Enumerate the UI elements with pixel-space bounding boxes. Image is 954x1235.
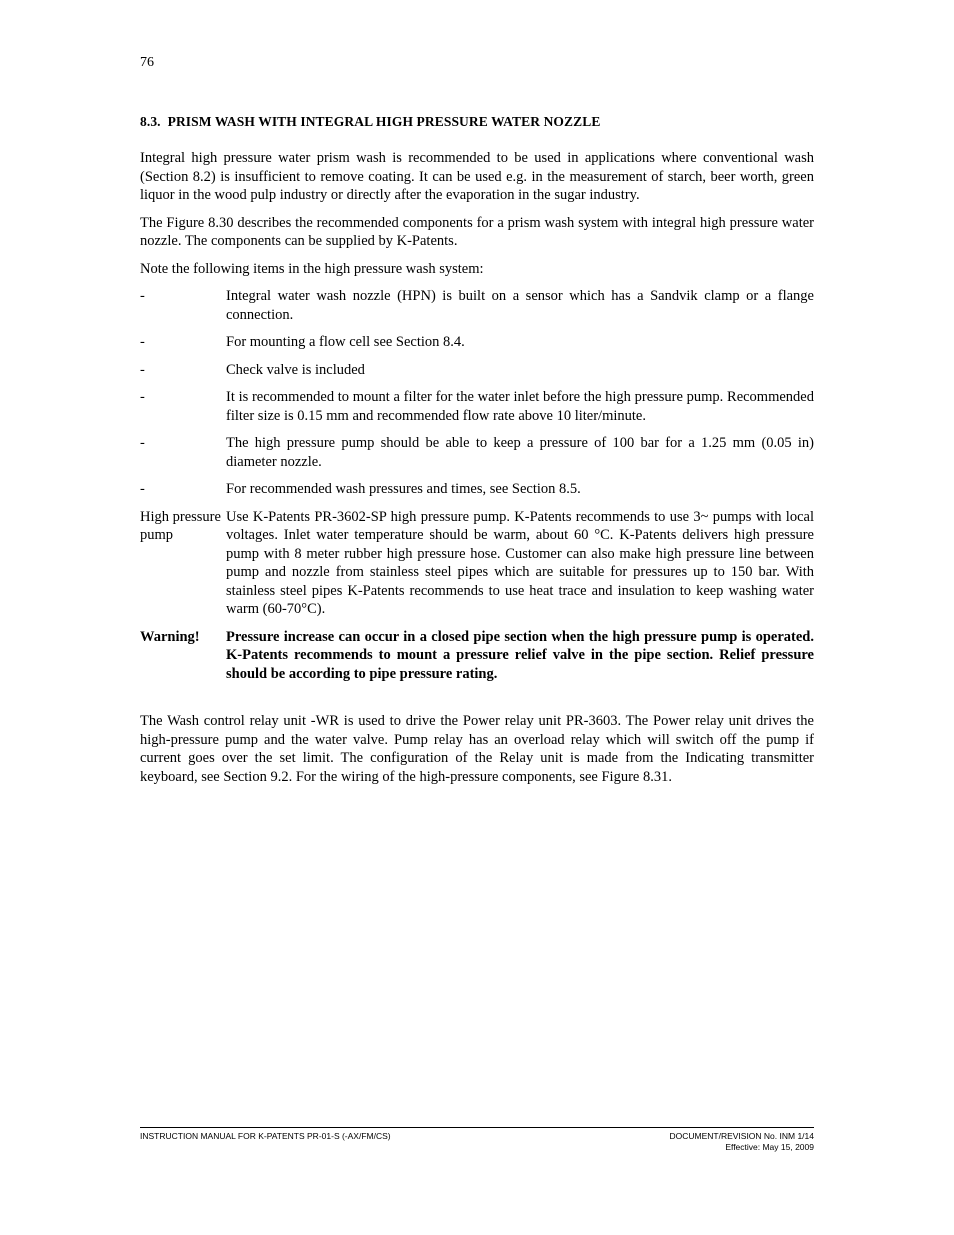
- list-item: [140, 333, 814, 352]
- list-item-bullet: -: [140, 288, 145, 304]
- footer-effective-date: Effective: May 15, 2009: [725, 1142, 814, 1152]
- footer-manual-title: INSTRUCTION MANUAL FOR K-PATENTS PR-01-S (-AX/FM/CS): [140, 1131, 391, 1141]
- list-item-text: For recommended wash pressures and times, see Section 8.5.: [226, 481, 581, 497]
- section-heading: 8.3. PRISM WASH WITH INTEGRAL HIGH PRESSURE WATER NOZZLE: [140, 114, 601, 129]
- list-item-bullet: -: [140, 334, 145, 350]
- warning-text: Pressure increase can occur in a closed pipe section when the high pressure pump is operated. K-Patents recommends to mount a pressure relief valve in the pipe section. Relief pressure should be according to pipe pressure rating.: [226, 628, 814, 682]
- list-item-bullet: -: [140, 481, 145, 497]
- high-pressure-pump-item: [140, 508, 814, 619]
- high-pressure-pump-label: High pressure pump: [140, 508, 221, 543]
- list-item-text: Check valve is included: [226, 361, 365, 378]
- warning-block: [140, 628, 814, 684]
- list-item: [140, 287, 814, 324]
- list-item: [140, 434, 814, 471]
- list-item-text: For mounting a flow cell see Section 8.4.: [226, 334, 465, 350]
- body-content: [140, 149, 814, 795]
- list-item: [140, 361, 814, 380]
- relay-paragraph: The Wash control relay unit -WR is used to drive the Power relay unit PR-3603. The Power relay unit drives the high-pressure pump and the water valve. Pump relay has an overload relay which will switch off the pump if current goes over the set limit. The configuration of the Relay unit is made from the Indicating transmitter keyboard, see Section 9.2. For the wiring of the high-pressure components, see Figure 8.31.: [140, 713, 814, 785]
- list-item-bullet: -: [140, 435, 145, 451]
- footer-document-info: [669, 1131, 814, 1153]
- list-item-text: Integral water wash nozzle (HPN) is built on a sensor which has a Sandvik clamp or a flange connection.: [226, 288, 814, 323]
- list-item-text: The high pressure pump should be able to keep a pressure of 100 bar for a 1.25 mm (0.05 in) diameter nozzle.: [226, 435, 814, 470]
- components-paragraph: The Figure 8.30 describes the recommended components for a prism wash system with integral high pressure water nozzle. The components can be supplied by K-Patents.: [140, 214, 814, 249]
- high-pressure-pump-text: Use K-Patents PR-3602-SP high pressure pump. K-Patents recommends to use 3~ pumps with local voltages. Inlet water temperature should be warm, about 60 °C. K-Patents delivers high pressure pump with 8 meter rubber high pressure hose. Customer can also make high pressure line between pump and nozzle from stainless steel pipes which are suitable for pressures up to 150 bar. With stainless steel pipes K-Patents recommends to use heat trace and insulation to keep washing water warm (60-70°C).: [226, 508, 814, 617]
- warning-label: Warning!: [140, 628, 200, 645]
- list-item-bullet: -: [140, 389, 145, 405]
- note-paragraph: Note the following items in the high pressure wash system:: [140, 260, 484, 277]
- list-item: [140, 388, 814, 425]
- page-number: 76: [140, 55, 154, 70]
- list-item: [140, 480, 814, 499]
- intro-paragraph: Integral high pressure water prism wash is recommended to be used in applications where conventional wash (Section 8.2) is insufficient to remove coating. It can be used e.g. in the measurement of starch, beer worth, green liquor in the wood pulp industry or directly after the evaporation in the sugar industry.: [140, 150, 814, 203]
- footer-revision: DOCUMENT/REVISION No. INM 1/14: [669, 1131, 814, 1141]
- list-item-bullet: -: [140, 361, 145, 378]
- list-item-text: It is recommended to mount a filter for the water inlet before the high pressure pump. Recommended filter size is 0.15 mm and recommended flow rate above 10 liter/minute.: [226, 389, 814, 424]
- footer-divider: [140, 1127, 814, 1128]
